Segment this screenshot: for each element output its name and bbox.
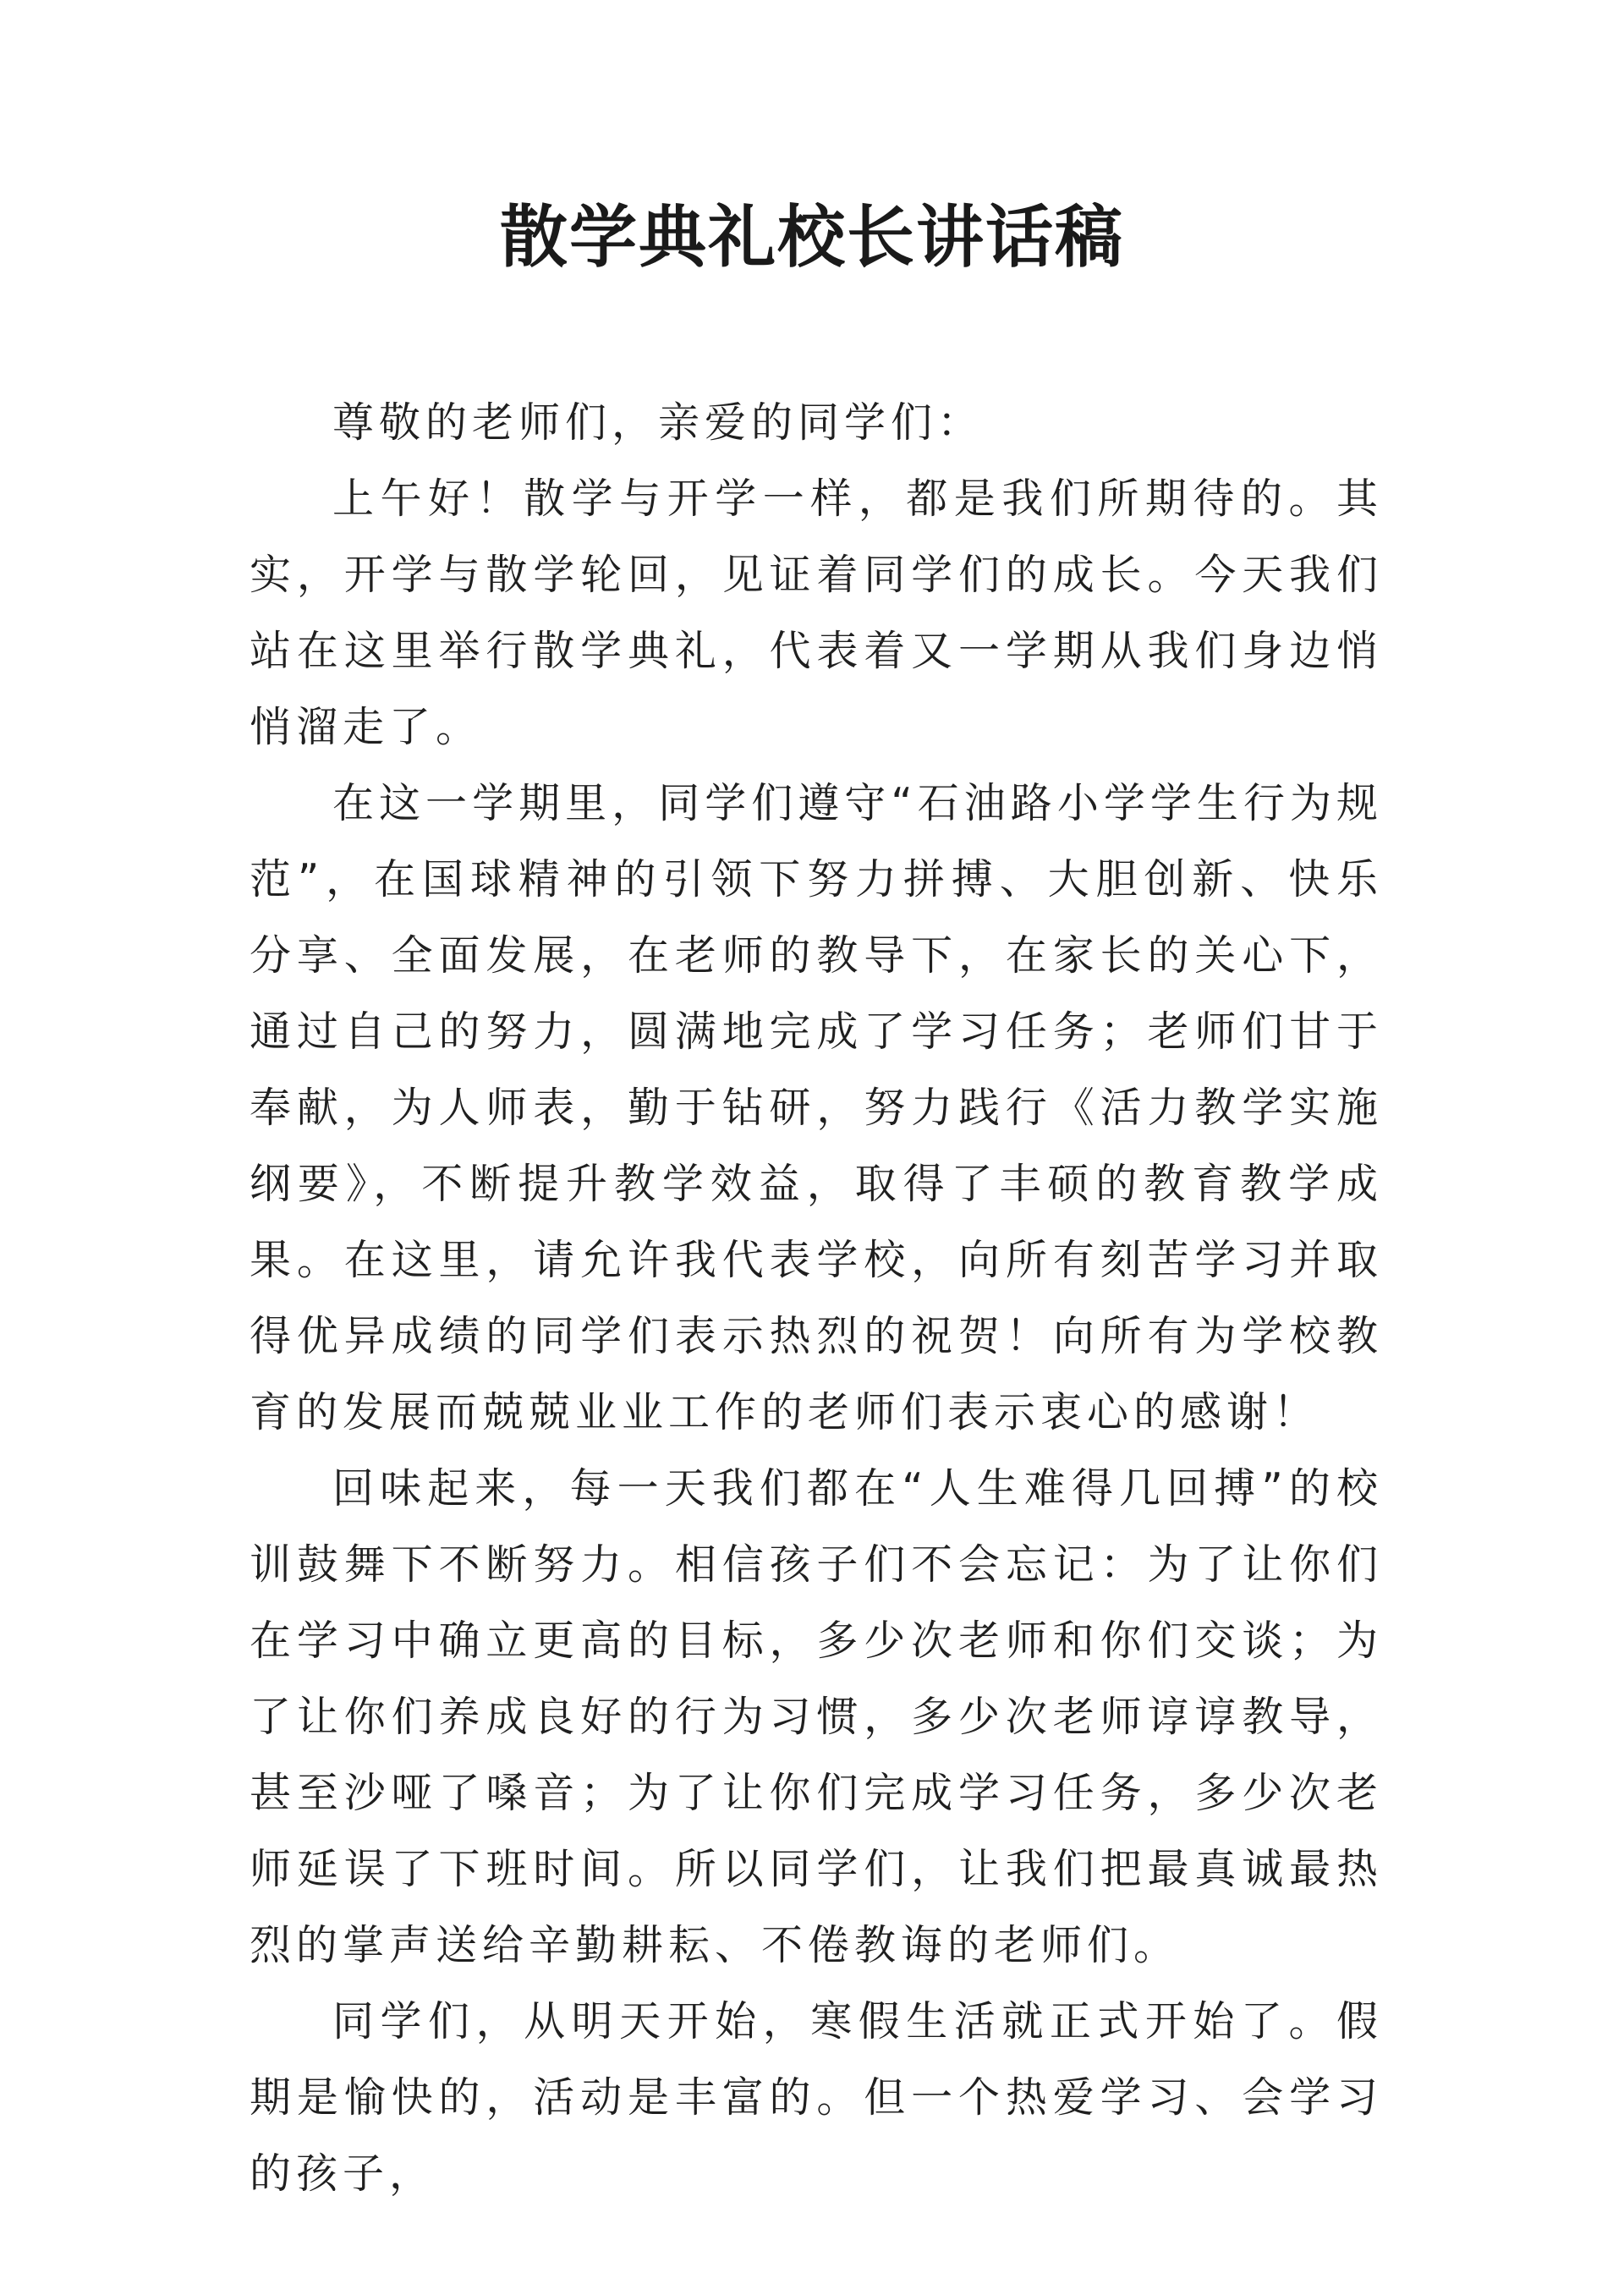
paragraph: 上午好！散学与开学一样，都是我们所期待的。其实，开学与散学轮回，见证着同学们的成长。今天我们站在这里举行散学典礼，代表着又一学期从我们身边悄悄溜走了。	[250, 475, 1383, 751]
document-title: 散学典礼校长讲话稿	[500, 197, 1124, 277]
paragraph: 在这一学期里，同学们遵守“石油路小学学生行为规范”，在国球精神的引领下努力拼搏、大胆创新、快乐分享、全面发展，在老师的教导下，在家长的关心下，通过自己的努力，圆满地完成了学习任务；老师们甘于奉献，为人师表，勤于钻研，努力践行《活力教学实施纲要》，不断提升教学效益，取得了丰硕的教育教学成果。在这里，请允许我代表学校，向所有刻苦学习并取得优异成绩的同学们表示热烈的祝贺！向所有为学校教育的发展而兢兢业业工作的老师们表示衷心的感谢！	[250, 779, 1383, 1436]
paragraph-greeting: 尊敬的老师们，亲爱的同学们：	[332, 398, 985, 447]
paragraph: 同学们，从明天开始，寒假生活就正式开始了。假期是愉快的，活动是丰富的。但一个热爱学习、会学习的孩子，	[250, 1997, 1383, 2198]
paragraph: 回味起来，每一天我们都在“人生难得几回搏”的校训鼓舞下不断努力。相信孩子们不会忘记：为了让你们在学习中确立更高的目标，多少次老师和你们交谈；为了让你们养成良好的行为习惯，多少次老师谆谆教导，甚至沙哑了嗓音；为了让你们完成学习任务，多少次老师延误了下班时间。所以同学们，让我们把最真诚最热烈的掌声送给辛勤耕耘、不倦教诲的老师们。	[250, 1464, 1383, 1969]
document-body	[250, 385, 1383, 2212]
